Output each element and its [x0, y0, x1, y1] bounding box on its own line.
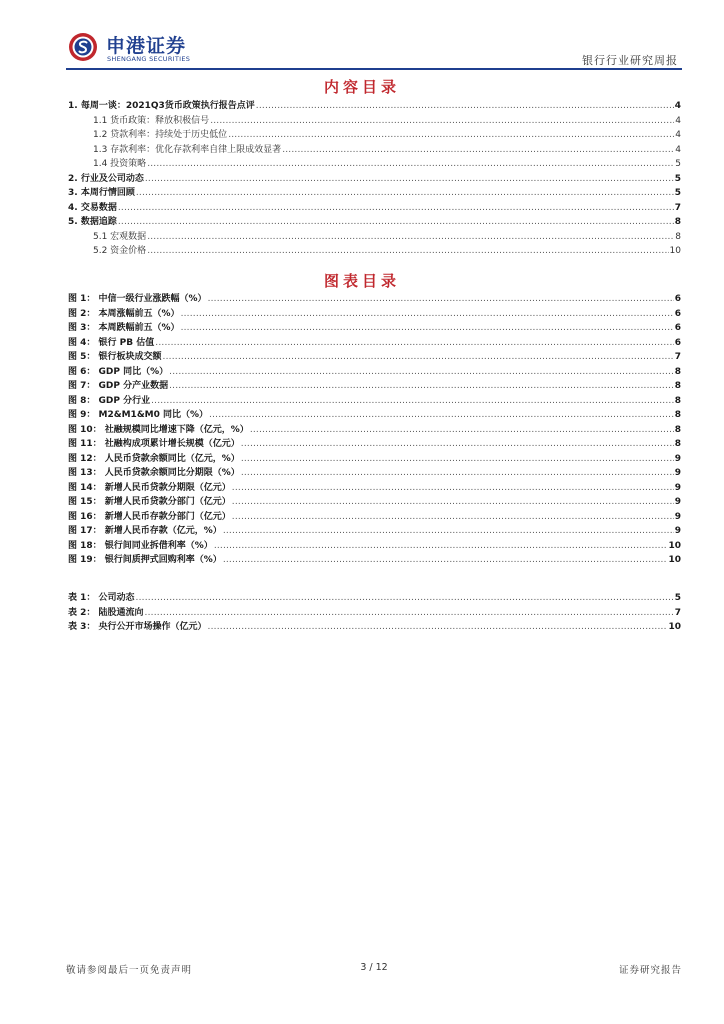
leader-dots: [118, 217, 674, 227]
figure-page-number: 6: [674, 337, 681, 348]
leader-dots: [232, 512, 674, 522]
leader-dots: [151, 396, 674, 406]
figure-entry[interactable]: 图 8： GDP 分行业 ..... 8: [68, 393, 681, 408]
report-type: 银行行业研究周报: [582, 54, 678, 67]
figure-entry[interactable]: 图 17： 新增人民币存款（亿元，%） ..... 9: [68, 523, 681, 538]
leader-dots: [181, 323, 674, 333]
table-entry[interactable]: 表 3： 央行公开市场操作（亿元） ..... 10: [68, 619, 681, 634]
leader-dots: [228, 130, 674, 140]
leader-dots: [208, 294, 674, 304]
page-header: [66, 28, 682, 70]
company-logo: [68, 32, 258, 66]
figure-page-number: 9: [674, 482, 681, 493]
figure-page-number: 9: [674, 526, 681, 536]
figure-entry[interactable]: 图 9： M2&M1&M0 同比（%） ..... 8: [68, 407, 681, 422]
figure-entry[interactable]: 图 12： 人民币贷款余额同比（亿元，%） ..... 9: [68, 451, 681, 466]
leader-dots: [256, 101, 674, 111]
toc-entry[interactable]: 2. 行业及公司动态 ..... 5: [68, 171, 681, 186]
figure-page-number: 8: [674, 424, 681, 435]
leader-dots: [181, 309, 674, 319]
toc-page-number: 4: [675, 130, 681, 140]
leader-dots: [223, 526, 674, 536]
figure-entry[interactable]: 图 1： 中信一级行业涨跌幅（%） ..... 6: [68, 291, 681, 306]
table-page-number: 5: [674, 593, 681, 603]
figure-entry[interactable]: 图 15： 新增人民币贷款分部门（亿元） ..... 9: [68, 494, 681, 509]
toc-page-number: 8: [674, 217, 681, 227]
leader-dots: [118, 203, 674, 213]
disclaimer-note: 敬请参阅最后一页免责声明: [66, 965, 193, 976]
toc-page-number: 5: [674, 173, 681, 184]
toc-page-number: 4: [675, 115, 681, 126]
figures-title: 图表目录: [323, 272, 400, 290]
toc-page-number: 7: [674, 202, 681, 213]
toc-list: [68, 98, 681, 258]
figure-page-number: 10: [668, 555, 681, 565]
toc-page-number: 5: [675, 159, 681, 169]
page-footer: [66, 962, 682, 976]
figure-entry[interactable]: 图 11： 社融构成项累计增长规模（亿元） ..... 8: [68, 436, 681, 451]
leader-dots: [214, 541, 668, 551]
figure-page-number: 8: [674, 381, 681, 391]
figure-entry[interactable]: 图 3： 本周跌幅前五（%） ..... 6: [68, 320, 681, 335]
figure-page-number: 9: [674, 511, 681, 522]
logo-english-name: SHENGANG SECURITIES: [107, 55, 191, 63]
toc-page-number: 8: [675, 231, 681, 242]
header-divider: [66, 68, 682, 70]
table-page-number: 7: [674, 607, 681, 618]
tables-list: [68, 590, 681, 634]
figure-entry[interactable]: 图 19： 银行间质押式回购利率（%） ..... 10: [68, 552, 681, 567]
figures-list: [68, 291, 681, 567]
toc-entry[interactable]: 5.1 宏观数据 ..... 8: [68, 229, 681, 244]
toc-page-number: 5: [674, 188, 681, 198]
leader-dots: [209, 410, 674, 420]
figure-page-number: 10: [668, 540, 681, 551]
leader-dots: [208, 622, 668, 632]
figure-page-number: 8: [674, 410, 681, 420]
figure-entry[interactable]: 图 5： 银行板块成交额 ..... 7: [68, 349, 681, 364]
figure-entry[interactable]: 图 10： 社融规模同比增速下降（亿元，%） ..... 8: [68, 422, 681, 437]
toc-entry[interactable]: 1.4 投资策略 ..... 5: [68, 156, 681, 171]
leader-dots: [282, 145, 674, 155]
leader-dots: [250, 425, 674, 435]
leader-dots: [163, 352, 674, 362]
leader-dots: [223, 555, 668, 565]
toc-page-number: 4: [675, 144, 681, 155]
leader-dots: [136, 188, 674, 198]
table-entry[interactable]: 表 1： 公司动态 ..... 5: [68, 590, 681, 605]
page-indicator: 3 / 12: [360, 962, 388, 973]
figure-entry[interactable]: 图 4： 银行 PB 估值 ..... 6: [68, 335, 681, 350]
figure-entry[interactable]: 图 13： 人民币贷款余额同比分期限（%） ..... 9: [68, 465, 681, 480]
leader-dots: [169, 367, 674, 377]
leader-dots: [232, 497, 674, 507]
toc-page-number: 4: [674, 101, 681, 111]
figure-page-number: 9: [674, 497, 681, 507]
leader-dots: [232, 483, 674, 493]
leader-dots: [155, 338, 673, 348]
toc-entry[interactable]: 3. 本周行情回顾 ..... 5: [68, 185, 681, 200]
figure-entry[interactable]: 图 16： 新增人民币存款分部门（亿元） ..... 9: [68, 509, 681, 524]
toc-entry[interactable]: 5.2 资金价格 ..... 10: [68, 243, 681, 258]
leader-dots: [147, 232, 674, 242]
figure-page-number: 9: [674, 453, 681, 464]
leader-dots: [147, 246, 668, 256]
leader-dots: [241, 439, 674, 449]
figure-page-number: 6: [674, 308, 681, 319]
leader-dots: [169, 381, 674, 391]
figure-entry[interactable]: 图 7： GDP 分产业数据 ..... 8: [68, 378, 681, 393]
figure-page-number: 8: [674, 395, 681, 406]
toc-entry[interactable]: 4. 交易数据 ..... 7: [68, 200, 681, 215]
toc-page-number: 10: [669, 246, 681, 256]
leader-dots: [147, 159, 674, 169]
figure-page-number: 7: [674, 352, 681, 362]
shengang-logo-icon: [68, 32, 98, 62]
toc-entry[interactable]: 1.3 存款利率：优化存款利率自律上限成效显著 ..... 4: [68, 142, 681, 157]
figure-page-number: 9: [674, 468, 681, 478]
figure-entry[interactable]: 图 6： GDP 同比（%） ..... 8: [68, 364, 681, 379]
leader-dots: [241, 454, 674, 464]
figure-entry[interactable]: 图 18： 银行间同业拆借利率（%） ..... 10: [68, 538, 681, 553]
leader-dots: [136, 593, 674, 603]
leader-dots: [145, 174, 674, 184]
leader-dots: [145, 608, 674, 618]
figure-entry[interactable]: 图 2： 本周涨幅前五（%） ..... 6: [68, 306, 681, 321]
leader-dots: [210, 116, 674, 126]
figure-page-number: 8: [674, 366, 681, 377]
toc-entry[interactable]: 5. 数据追踪 ..... 8: [68, 214, 681, 229]
figure-entry[interactable]: 图 14： 新增人民币贷款分期限（亿元） ..... 9: [68, 480, 681, 495]
table-entry[interactable]: 表 2： 陆股通流向 ..... 7: [68, 605, 681, 620]
toc-entry[interactable]: 1.1 货币政策：释放积极信号 ..... 4: [68, 113, 681, 128]
figure-page-number: 6: [674, 294, 681, 304]
toc-entry[interactable]: 1.2 贷款利率：持续处于历史低位 ..... 4: [68, 127, 681, 142]
document-type: 证券研究报告: [618, 965, 682, 976]
toc-title: 内容目录: [323, 78, 400, 96]
figure-page-number: 6: [674, 323, 681, 333]
table-page-number: 10: [668, 622, 681, 632]
leader-dots: [241, 468, 674, 478]
figure-page-number: 8: [674, 439, 681, 449]
toc-entry[interactable]: 1. 每周一谈：2021Q3货币政策执行报告点评 ..... 4: [68, 98, 681, 113]
logo-chinese-name: 申港证券: [106, 35, 187, 57]
